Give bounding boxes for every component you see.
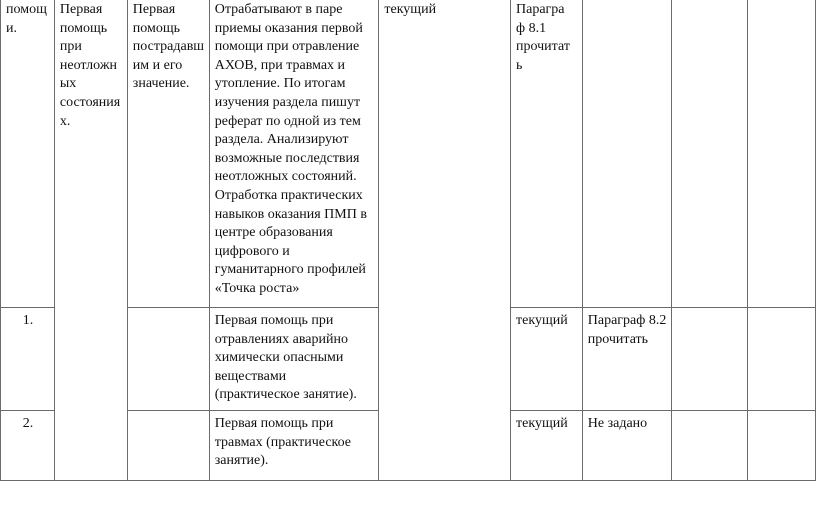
- homework-cell: Параграф 8.2 прочитать: [582, 308, 671, 411]
- empty-cell: [582, 0, 671, 308]
- lesson-topic-cell: Первая помощь пострадавш им и его значение.: [127, 0, 209, 308]
- row-number-cell: 2.: [1, 411, 55, 481]
- row-number-cell: 1.: [1, 308, 55, 411]
- empty-cell: [672, 411, 748, 481]
- activity-description-cell: Отрабатывают в паре приемы оказания первой помощи при отравление АХОВ, при травмах и утопление. По итогам изучения раздела пишут реферат по одной из тем раздела. Анализируют возможные последствия неотложных состояний. Отработка практических навыков оказания ПМП в центре образования цифрового и гуманитарного профилей «Точка роста»: [209, 0, 379, 308]
- activity-description-cell: Первая помощь при травмах (практическое занятие).: [209, 411, 379, 481]
- empty-cell: [127, 411, 209, 481]
- homework-cell: Парагра ф 8.1 прочитат ь: [511, 0, 583, 308]
- homework-cell: Не задано: [582, 411, 671, 481]
- empty-cell: [747, 411, 815, 481]
- activity-description-cell: Первая помощь при отравлениях аварийно химически опасными веществами (практическое занятие).: [209, 308, 379, 411]
- section-title-cell: Первая помощь при неотложн ых состояния х.: [54, 0, 127, 481]
- empty-cell: [127, 308, 209, 411]
- empty-cell: [672, 0, 748, 308]
- control-type-cell: текущий: [511, 308, 583, 411]
- row1-col1-cell: помощ и.: [1, 0, 55, 308]
- empty-cell: [747, 308, 815, 411]
- empty-cell: [672, 308, 748, 411]
- control-type-cell: текущий: [511, 411, 583, 481]
- empty-cell: [747, 0, 815, 308]
- control-type-cell: текущий: [379, 0, 511, 481]
- table-row: [1, 0, 816, 308]
